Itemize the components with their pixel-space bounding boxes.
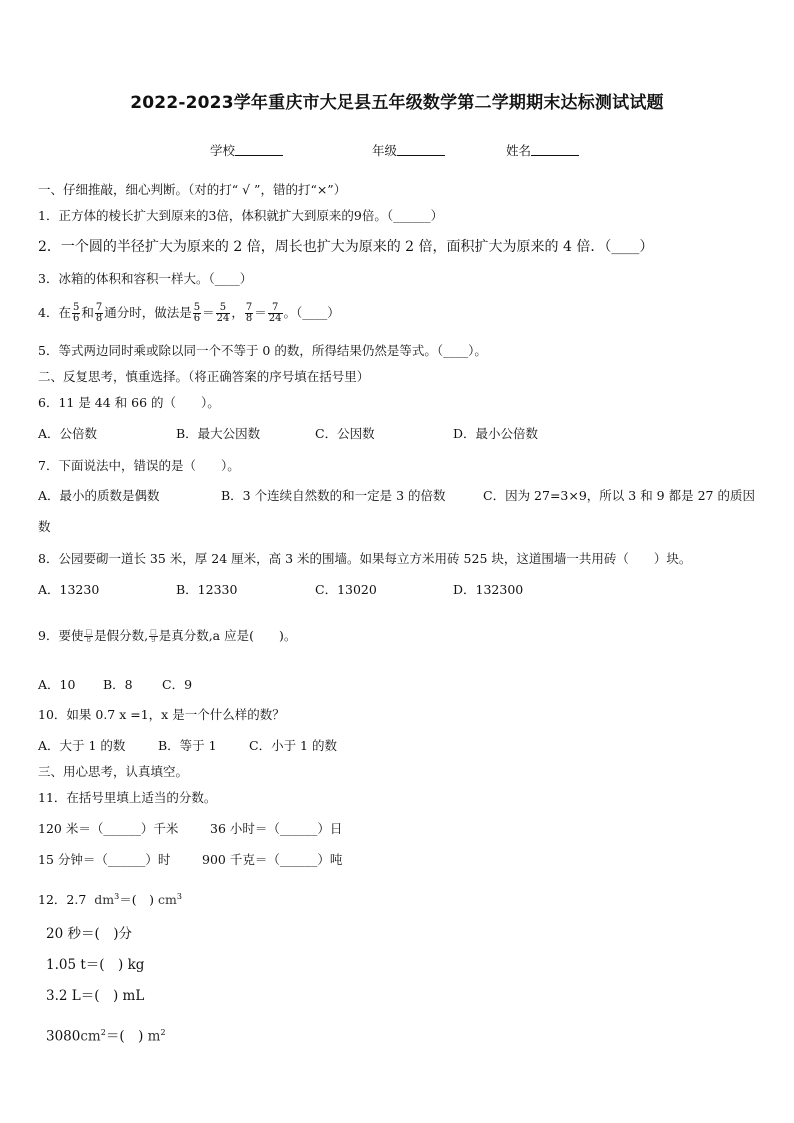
- q6-option-c: C．公因数: [315, 426, 375, 441]
- school-field: [210, 141, 283, 159]
- question-12: 12．2.7 $dm^3=$( ) $cm^3$: [38, 892, 182, 908]
- q7-option-b: B．3 个连续自然数的和一定是 3 的倍数: [221, 488, 446, 503]
- question-9: 9．要使 $\frac{□}{8}$ 是假分数, $\frac{□}{9}$ 是真分数,a 应是( )。: [38, 628, 297, 644]
- q7-option-a: A．最小的质数是偶数: [38, 488, 160, 503]
- q7-option-c: C．因为 27=3×9，所以 3 和 9 都是 27 的质因: [483, 488, 755, 503]
- fraction: $\frac{7}{8}$: [245, 302, 253, 324]
- q9-option-a: A．10: [38, 677, 76, 692]
- question-4: 4．在 $\frac{5}{6}$ 和 $\frac{7}{8}$ 通分时，做法是 $\frac{5}{6}$ ＝ $\frac{5}{24}$ ， $\frac{7}{8}$ ＝ $\frac{7}{24}$ 。（____）: [38, 302, 340, 324]
- question-6: 6．11 是 44 和 66 的（ ）。: [38, 395, 220, 410]
- question-1: 1．正方体的棱长扩大到原来的3倍，体积就扩大到原来的9倍。（______）: [38, 208, 444, 223]
- q8-option-b: B．12330: [176, 582, 238, 597]
- fraction: $\frac{5}{6}$: [72, 302, 80, 324]
- q11-item-1: 120 米＝（______）千米: [38, 821, 179, 836]
- page-title: 2022-2023学年重庆市大足县五年级数学第二学期期末达标测试试题: [130, 93, 664, 113]
- fraction: $\frac{7}{24}$: [268, 302, 282, 324]
- q8-option-d: D．132300: [453, 582, 524, 597]
- q8-option-a: A．13230: [38, 582, 100, 597]
- grade-blank: [397, 143, 445, 156]
- section-1-heading: 一、仔细推敲，细心判断。（对的打“ √ ”，错的打“×”）: [38, 182, 347, 197]
- name-field: [506, 141, 579, 159]
- q10-option-b: B．等于 1: [158, 738, 217, 753]
- question-3: 3．冰箱的体积和容积一样大。（____）: [38, 271, 253, 286]
- question-11: 11．在括号里填上适当的分数。: [38, 790, 217, 805]
- q11-item-3: 15 分钟＝（______）时: [38, 852, 171, 867]
- q12-line-3: 3.2 L＝( ) mL: [46, 988, 145, 1004]
- q9-option-c: C．9: [162, 677, 193, 692]
- q11-item-4: 900 千克＝（______）吨: [202, 852, 343, 867]
- name-label: 姓名: [506, 143, 532, 158]
- q9-option-b: B．8: [103, 677, 133, 692]
- section-3-heading: 三、用心思考，认真填空。: [38, 764, 189, 779]
- fraction: $\frac{5}{24}$: [216, 302, 230, 324]
- school-label: 学校: [210, 143, 236, 158]
- question-8: 8．公园要砌一道长 35 米，厚 24 厘米，高 3 米的围墙。如果每立方米用砖 525 块，这道围墙一共用砖（ ）块。: [38, 551, 692, 566]
- q6-option-d: D．最小公倍数: [453, 426, 539, 441]
- fraction: $\frac{□}{8}$: [85, 628, 93, 644]
- school-blank: [235, 143, 283, 156]
- q7-option-c-wrap: 数: [38, 519, 51, 534]
- q11-item-2: 36 小时＝（______）日: [210, 821, 343, 836]
- q8-option-c: C．13020: [315, 582, 377, 597]
- question-5: 5．等式两边同时乘或除以同一个不等于 0 的数，所得结果仍然是等式。（____）。: [38, 343, 487, 358]
- fraction: $\frac{5}{6}$: [193, 302, 201, 324]
- q12-line-4: $3080cm^2=$( ) $m^2$: [46, 1028, 166, 1045]
- question-2: 2．一个圆的半径扩大为原来的 2 倍，周长也扩大为原来的 2 倍，面积扩大为原来的 4 倍．（____）: [38, 239, 654, 255]
- q10-option-a: A．大于 1 的数: [38, 738, 126, 753]
- q10-option-c: C．小于 1 的数: [249, 738, 337, 753]
- fraction: $\frac{□}{9}$: [150, 628, 157, 644]
- section-2-heading: 二、反复思考，慎重选择。（将正确答案的序号填在括号里）: [38, 369, 370, 384]
- q12-line-1: 20 秒＝( )分: [46, 926, 133, 942]
- grade-field: [372, 141, 445, 159]
- question-7: 7．下面说法中，错误的是（ ）。: [38, 458, 240, 473]
- q12-line-2: 1.05 t＝( ) kg: [46, 957, 145, 973]
- question-10: 10．如果 0.7 x =1，x 是一个什么样的数？: [38, 707, 285, 722]
- fraction: $\frac{7}{8}$: [95, 302, 103, 324]
- grade-label: 年级: [372, 143, 398, 158]
- q6-option-b: B．最大公因数: [176, 426, 261, 441]
- name-blank: [531, 143, 579, 156]
- q6-option-a: A．公倍数: [38, 426, 98, 441]
